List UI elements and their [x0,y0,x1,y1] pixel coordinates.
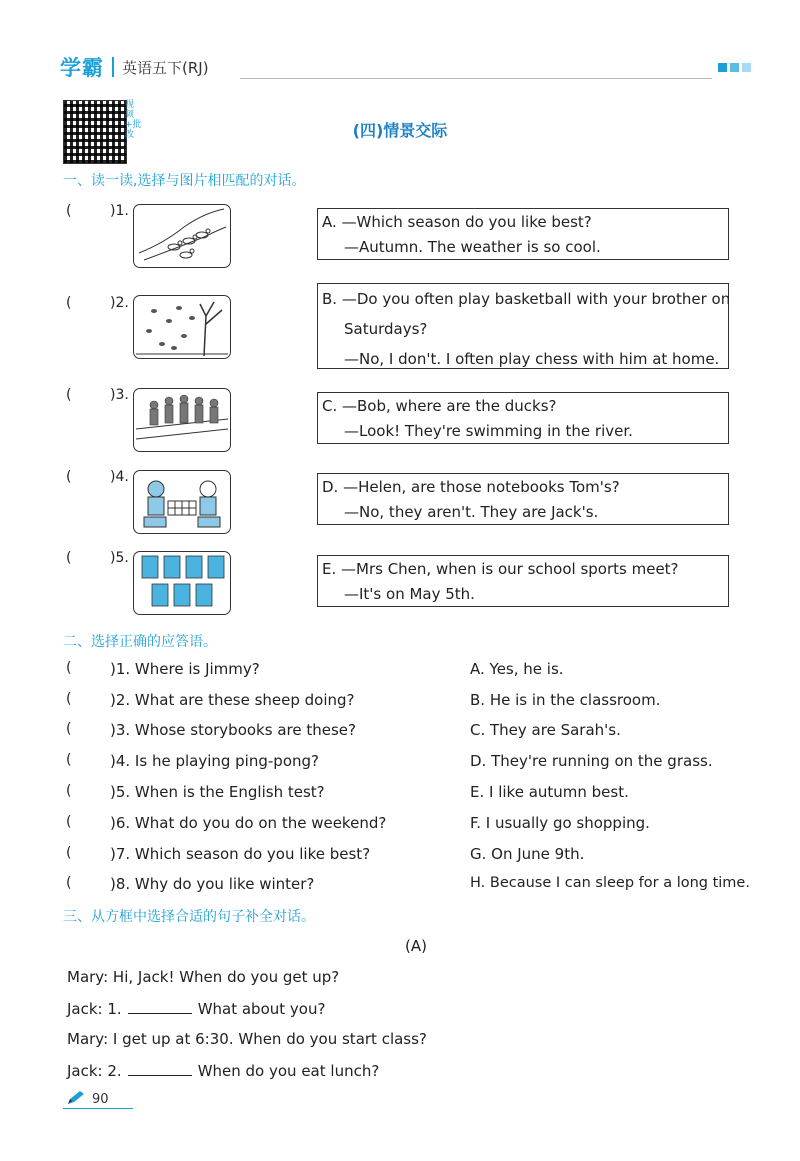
answer-option: A. Yes, he is. [470,660,564,678]
question-item: )4. Is he playing ping-pong? [110,752,319,770]
answer-option: C. They are Sarah's. [470,721,621,739]
item-number: )4. [110,469,129,485]
logo-divider [112,57,114,77]
answer-option: F. I usually go shopping. [470,814,650,832]
ducks-river-picture [133,204,231,268]
dialogue-line [67,999,325,1018]
option-line: A. —Which season do you like best? [322,213,592,231]
answer-paren[interactable]: ( [66,752,72,768]
dialogue-line: Mary: Hi, Jack! When do you get up? [67,968,340,986]
square-icon [742,63,751,72]
answer-paren[interactable]: ( [66,387,72,403]
question-item: )3. Whose storybooks are these? [110,721,356,739]
answer-blank[interactable] [128,1061,192,1076]
dialogue-line: Mary: I get up at 6:30. When do you start class? [67,1030,427,1048]
item-number: )1. [110,203,129,219]
question-item: )1. Where is Jimmy? [110,660,260,678]
dialogue-speaker: Jack: 2. [67,1062,122,1080]
option-box-e [317,555,729,607]
answer-paren[interactable]: ( [66,721,72,737]
option-box-d [317,473,729,525]
square-icon [730,63,739,72]
part1-heading: 一、读一读,选择与图片相匹配的对话。 [63,173,306,189]
answer-option: G. On June 9th. [470,845,585,863]
subsection-label: (A) [405,937,427,955]
answer-option: B. He is in the classroom. [470,691,661,709]
page-number: 90 [92,1092,109,1107]
answer-paren[interactable]: ( [66,691,72,707]
item-number: )5. [110,550,129,566]
option-line: —Autumn. The weather is so cool. [344,238,601,256]
option-box-a [317,208,729,260]
question-item: )5. When is the English test? [110,783,325,801]
footer-rule [63,1108,133,1109]
chess-picture [133,470,231,534]
option-line: —Look! They're swimming in the river. [344,422,633,440]
question-item: )7. Which season do you like best? [110,845,371,863]
item-number: )2. [110,295,129,311]
dialogue-text: When do you eat lunch? [197,1062,380,1080]
question-item: )2. What are these sheep doing? [110,691,355,709]
qr-label: 视频+批改 [125,100,142,140]
answer-paren[interactable]: ( [66,814,72,830]
answer-paren[interactable]: ( [66,295,72,311]
option-box-b [317,283,729,369]
dialogue-speaker: Jack: 1. [67,1000,122,1018]
option-line: C. —Bob, where are the ducks? [322,397,557,415]
option-line: —No, I don't. I often play chess with him at home. [344,350,720,368]
option-line: —It's on May 5th. [344,585,475,603]
item-number: )3. [110,387,129,403]
answer-option: D. They're running on the grass. [470,752,713,770]
answer-paren[interactable]: ( [66,783,72,799]
option-line: B. —Do you often play basketball with your brother on [322,290,731,308]
answer-blank[interactable] [128,999,192,1014]
header-logo [60,50,209,84]
answer-paren[interactable]: ( [66,469,72,485]
answer-paren[interactable]: ( [66,660,72,676]
question-item: )8. Why do you like winter? [110,875,315,893]
dialogue-line [67,1061,379,1080]
part2-heading: 二、选择正确的应答语。 [63,634,217,650]
square-icon [718,63,727,72]
dialogue-text: What about you? [197,1000,326,1018]
answer-paren[interactable]: ( [66,550,72,566]
header-rule [240,78,712,79]
answer-paren[interactable]: ( [66,203,72,219]
brand-logo: 学霸 [60,56,104,80]
section-title: (四)情景交际 [352,121,448,140]
header-squares [718,63,751,72]
answer-paren[interactable]: ( [66,875,72,891]
answer-option: H. Because I can sleep for a long time. [470,875,750,891]
answer-option: E. I like autumn best. [470,783,629,801]
option-box-c [317,392,729,444]
pencil-icon [66,1090,86,1110]
answer-paren[interactable]: ( [66,845,72,861]
part3-heading: 三、从方框中选择合适的句子补全对话。 [63,909,315,925]
option-line: D. —Helen, are those notebooks Tom's? [322,478,620,496]
notebooks-picture [133,551,231,615]
book-subtitle: 英语五下(RJ) [122,58,209,77]
option-line: E. —Mrs Chen, when is our school sports meet? [322,560,679,578]
option-line: Saturdays? [344,320,428,338]
option-line: —No, they aren't. They are Jack's. [344,503,599,521]
crowd-sports-picture [133,388,231,452]
autumn-tree-picture [133,295,231,359]
question-item: )6. What do you do on the weekend? [110,814,387,832]
